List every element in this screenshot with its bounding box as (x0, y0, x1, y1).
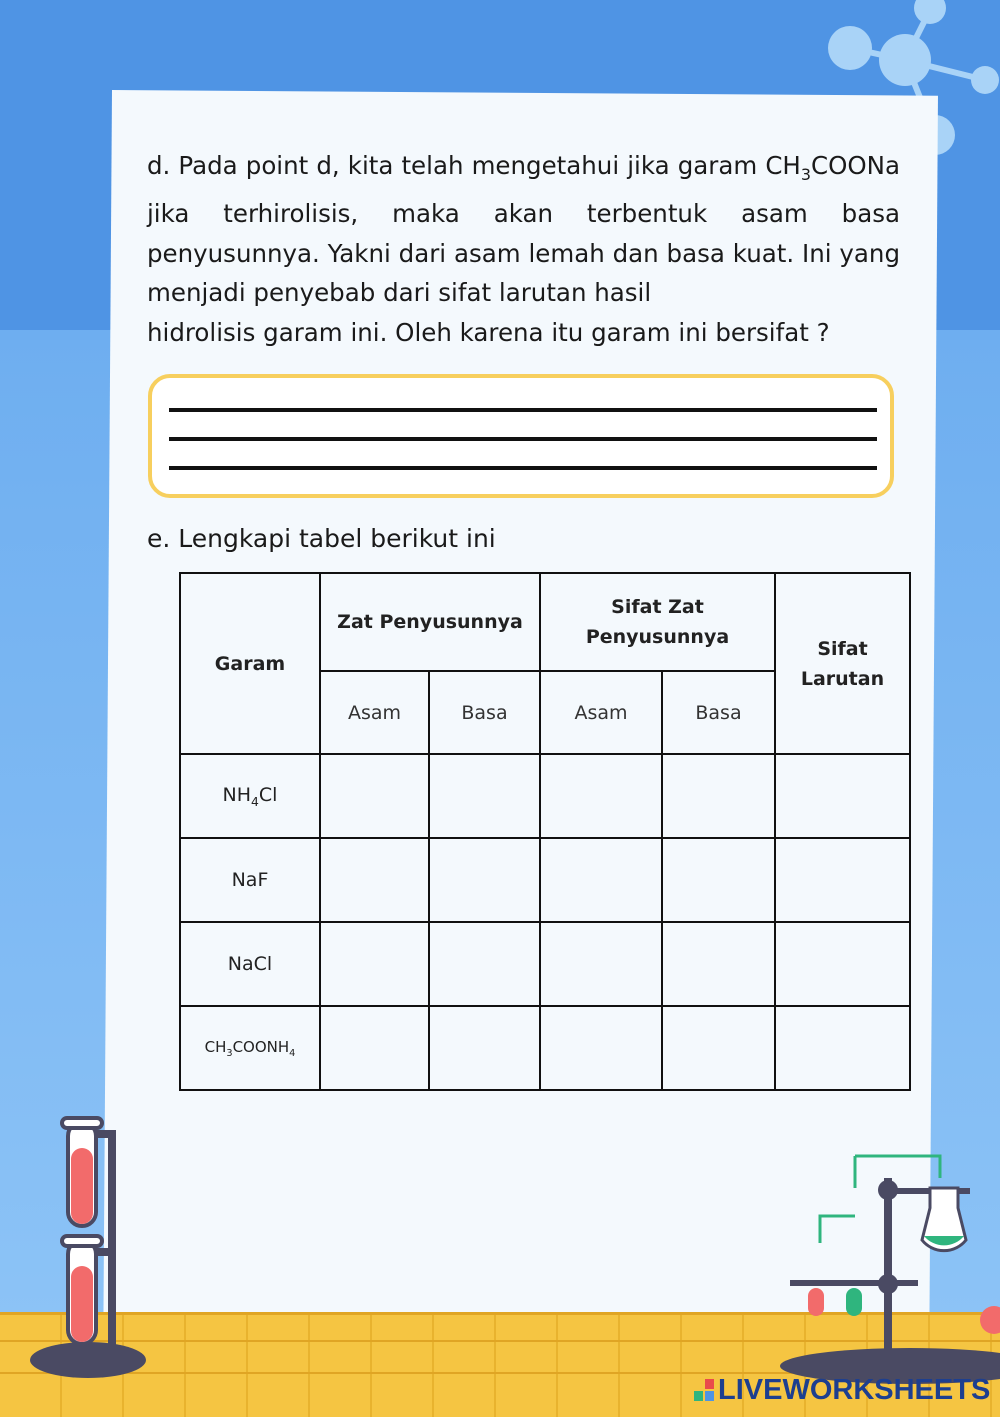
subheader-asam: Asam (320, 671, 429, 754)
formula-subscript: 3 (800, 164, 811, 184)
header-sifat-zat (540, 573, 775, 671)
test-tube-stand-icon (20, 1110, 150, 1390)
answer-cell[interactable] (540, 922, 662, 1006)
subheader-basa: Basa (429, 671, 540, 754)
section-e-title: e. Lengkapi tabel berikut ini (147, 524, 496, 553)
paragraph-line: basa penyusunnya. Yakni dari asam lemah dan basa (147, 199, 900, 268)
liveworksheets-logo-icon (694, 1376, 714, 1398)
logo-text: LIVEWORKSHEETS (718, 1374, 991, 1406)
salt-cell: NaCl (180, 922, 320, 1006)
header-zat-penyusunnya: Zat Penyusunnya (320, 573, 540, 671)
answer-cell[interactable] (662, 1006, 775, 1090)
answer-cell[interactable] (429, 922, 540, 1006)
liveworksheets-logo (694, 1374, 990, 1407)
answer-box[interactable] (148, 374, 894, 498)
header-sifat-larutan (775, 573, 910, 754)
answer-cell[interactable] (320, 922, 429, 1006)
answer-line[interactable] (169, 408, 877, 412)
table-row (180, 754, 910, 838)
formula-part: CH (204, 1037, 227, 1056)
formula-part: NH (222, 783, 252, 806)
formula-subscript: 3 (226, 1047, 233, 1059)
answer-cell[interactable] (662, 838, 775, 922)
header-text: Penyusunnya (585, 626, 730, 648)
lab-apparatus-icon (780, 1148, 1000, 1388)
answer-cell[interactable] (429, 754, 540, 838)
table-row (180, 1006, 910, 1090)
salt-cell (180, 1006, 320, 1090)
formula-subscript: 4 (289, 1047, 296, 1059)
answer-cell[interactable] (540, 754, 662, 838)
formula-part: Cl (258, 783, 278, 806)
header-text: Sifat (817, 637, 868, 660)
answer-cell[interactable] (429, 1006, 540, 1090)
paragraph-line: kuat. Ini yang menjadi penyebab dari sifat larutan hasil (147, 238, 900, 308)
formula-part: COONH (232, 1037, 290, 1056)
answer-cell[interactable] (540, 1006, 662, 1090)
answer-line[interactable] (169, 466, 877, 470)
answer-cell[interactable] (662, 754, 775, 838)
answer-cell[interactable] (662, 922, 775, 1006)
salt-cell (180, 754, 320, 838)
answer-line[interactable] (169, 437, 877, 441)
paragraph-d (147, 146, 900, 352)
formula-part: COONa jika terhirolisis, maka akan terbentuk asam (147, 151, 900, 229)
answer-cell[interactable] (775, 838, 910, 922)
header-text: Larutan (800, 667, 885, 690)
header-text: Sifat Zat (611, 596, 704, 618)
table-row (180, 922, 910, 1006)
subheader-basa: Basa (662, 671, 775, 754)
header-garam: Garam (180, 573, 320, 754)
table-row (180, 838, 910, 922)
salt-cell: NaF (180, 838, 320, 922)
paragraph-line: hidrolisis garam ini. Oleh karena itu garam ini bersifat ? (147, 317, 830, 347)
answer-cell[interactable] (775, 1006, 910, 1090)
answer-cell[interactable] (320, 838, 429, 922)
paragraph-line: d. Pada point d, kita telah mengetahui jika garam (147, 151, 758, 180)
salt-table (179, 572, 911, 1091)
formula-subscript: 4 (251, 794, 259, 809)
answer-cell[interactable] (320, 1006, 429, 1090)
answer-cell[interactable] (775, 922, 910, 1006)
answer-cell[interactable] (540, 838, 662, 922)
answer-cell[interactable] (429, 838, 540, 922)
answer-cell[interactable] (320, 754, 429, 838)
answer-cell[interactable] (775, 754, 910, 838)
subheader-asam: Asam (540, 671, 662, 754)
formula-part: CH (765, 151, 801, 180)
